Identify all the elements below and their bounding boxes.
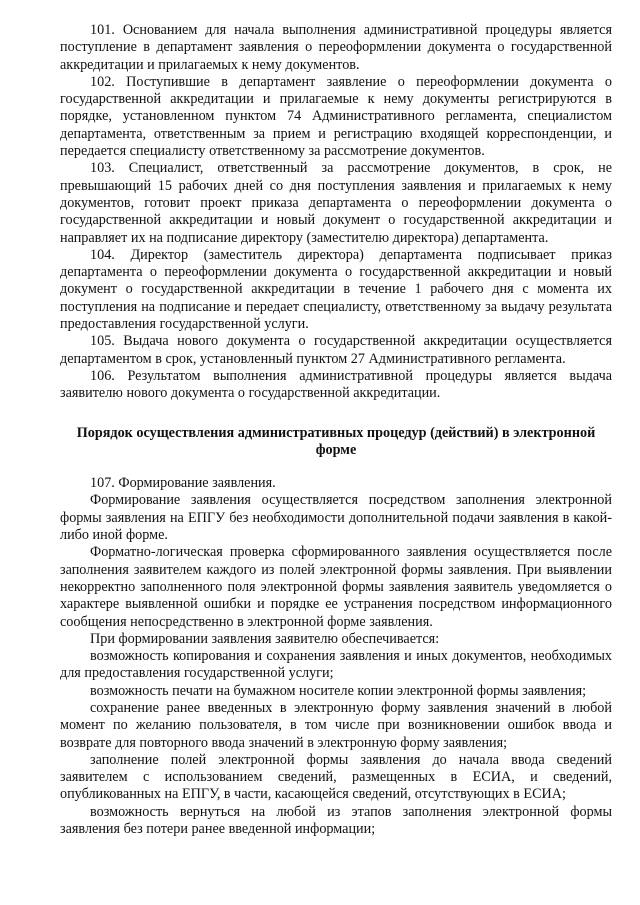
list-item-save: сохранение ранее введенных в электронную форму заявления значений в любой момент по желанию пользователя, в том числе при возникновении ошибок ввода и возврате для повторного ввода значений в электронную форму заявления; bbox=[60, 699, 612, 751]
section-heading: Порядок осуществления административных процедур (действий) в электронной форме bbox=[76, 424, 596, 458]
paragraph-105: 105. Выдача нового документа о государственной аккредитации осуществляется департаментом в срок, установленный пунктом 27 Административного регламента. bbox=[60, 333, 612, 367]
list-item-return: возможность вернуться на любой из этапов заполнения электронной формы заявления без потери ранее введенной информации; bbox=[60, 803, 612, 838]
paragraph-107: 107. Формирование заявления. bbox=[90, 475, 276, 492]
paragraph-107-provided: При формировании заявления заявителю обеспечивается: bbox=[90, 630, 440, 647]
paragraph-107-validation: Форматно-логическая проверка сформированного заявления осуществляется после заполнения заявителем каждого из полей электронной формы заявления. При выявлении некорректно заполненного поля электронной формы заявления заявитель уведомляется о характере выявленной ошибки и порядке ее устранения посредством информационного сообщения непосредственно в электронной форме заявления. bbox=[60, 544, 612, 630]
heading-spacer bbox=[60, 459, 612, 475]
list-item-prefill: заполнение полей электронной формы заявления до начала ввода сведений заявителем с использованием сведений, размещенных в ЕСИА, и сведений, опубликованных на ЕПГУ, в части, касающейся сведений, отсутствующих в ЕСИА; bbox=[60, 751, 612, 803]
paragraph-106: 106. Результатом выполнения административной процедуры является выдача заявителю нового документа о государственной аккредитации. bbox=[60, 367, 612, 402]
paragraph-104: 104. Директор (заместитель директора) департамента подписывает приказ департамента о переоформлении документа о государственной аккредитации и новый документ о государственной аккредитации в течение 1 рабочего дня с момента их поступления на подписание и передает специалисту, ответственному за выдачу результата предоставления государственной услуги. bbox=[60, 246, 612, 333]
paragraph-101: 101. Основанием для начала выполнения административной процедуры является поступление в департамент заявления о переоформлении документа о государственной аккредитации и прилагаемых к нему документов. bbox=[60, 22, 612, 73]
list-item-print: возможность печати на бумажном носителе копии электронной формы заявления; bbox=[90, 682, 587, 699]
list-item-copy: возможность копирования и сохранения заявления и иных документов, необходимых для предоставления государственной услуги; bbox=[60, 648, 612, 682]
paragraph-107-formation: Формирование заявления осуществляется посредством заполнения электронной формы заявления на ЕПГУ без необходимости дополнительной подачи заявления в какой-либо иной форме. bbox=[60, 492, 612, 544]
paragraph-103: 103. Специалист, ответственный за рассмотрение документов, в срок, не превышающий 15 рабочих дней со дня поступления заявления и прилагаемых к нему документов, готовит проект приказа департамента о переоформлении документа о государственной аккредитации и новый документ о государственной аккредитации и направляет их на подписание директору (заместителю директора) департамента. bbox=[60, 160, 612, 246]
section-spacer bbox=[60, 403, 612, 425]
paragraph-102: 102. Поступившие в департамент заявление о переоформлении документа о государственной аккредитации и прилагаемые к нему документы регистрируются в порядке, установленном пунктом 74 Административного регламента, специалистом департамента, ответственным за прием и регистрацию входящей корреспонденции, и передается специалисту ответственному за рассмотрение документов. bbox=[60, 73, 612, 160]
